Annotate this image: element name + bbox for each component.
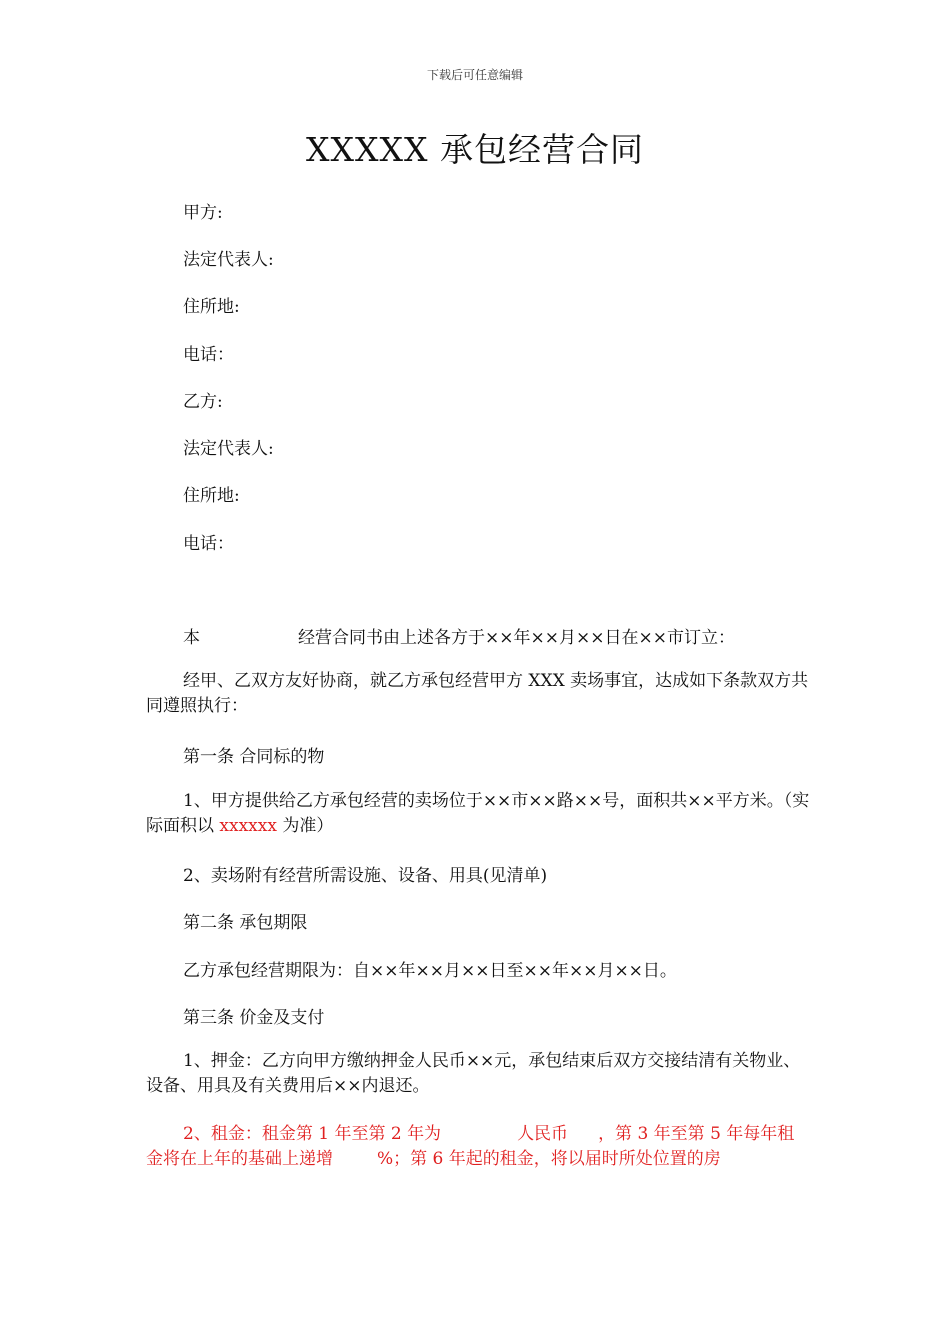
party-b-rep: 法定代表人: xyxy=(183,439,274,459)
page-header: 下载后可任意编辑 xyxy=(426,68,523,82)
intro-rest: 经营合同书由上述各方于××年××月××日在××市订立： xyxy=(298,628,735,648)
party-b-label: 乙方: xyxy=(183,392,223,412)
preamble-paragraph: 经甲、乙双方友好协商，就乙方承包经营甲方 XXX 卖场事宜，达成如下条款双方共同遵照执行： xyxy=(146,671,809,716)
article-1-clause-2: 2、卖场附有经营所需设施、设备、用具(见清单) xyxy=(183,866,548,886)
article-3-clause-2: 2、租金：租金第 1 年至第 2 年为 人民币 ，第 3 年至第 5 年每年租金将在上年的基础上递增 %；第 6 年起的租金，将以届时所处位置的房 xyxy=(146,1124,795,1169)
party-a-rep: 法定代表人: xyxy=(183,250,274,270)
article-2-title: 第二条 承包期限 xyxy=(183,913,308,933)
party-a-phone: 电话： xyxy=(183,345,234,365)
actual-area-placeholder: xxxxxx xyxy=(219,816,277,836)
party-a-address: 住所地: xyxy=(183,297,240,317)
article-3-clause-1: 1、押金：乙方向甲方缴纳押金人民币××元，承包结束后双方交接结清有关物业、设备、用具及有关费用后××内退还。 xyxy=(146,1051,801,1096)
article-3-title: 第三条 价金及支付 xyxy=(183,1008,325,1028)
article-1-clause-1: 1、甲方提供给乙方承包经营的卖场位于××市××路××号，面积共××平方米。（实际面积以 xxxxxx 为准） xyxy=(146,791,810,836)
intro-start: 本 xyxy=(183,628,200,648)
intro-paragraph xyxy=(183,623,735,648)
party-a-label: 甲方: xyxy=(183,203,223,223)
article-2-clause-1: 乙方承包经营期限为：自××年××月××日至××年××月××日。 xyxy=(183,961,677,981)
article-1-title: 第一条 合同标的物 xyxy=(183,747,325,767)
party-b-phone: 电话： xyxy=(183,534,234,554)
party-b-address: 住所地: xyxy=(183,486,240,506)
document-title: XXXXX 承包经营合同 xyxy=(306,130,644,169)
